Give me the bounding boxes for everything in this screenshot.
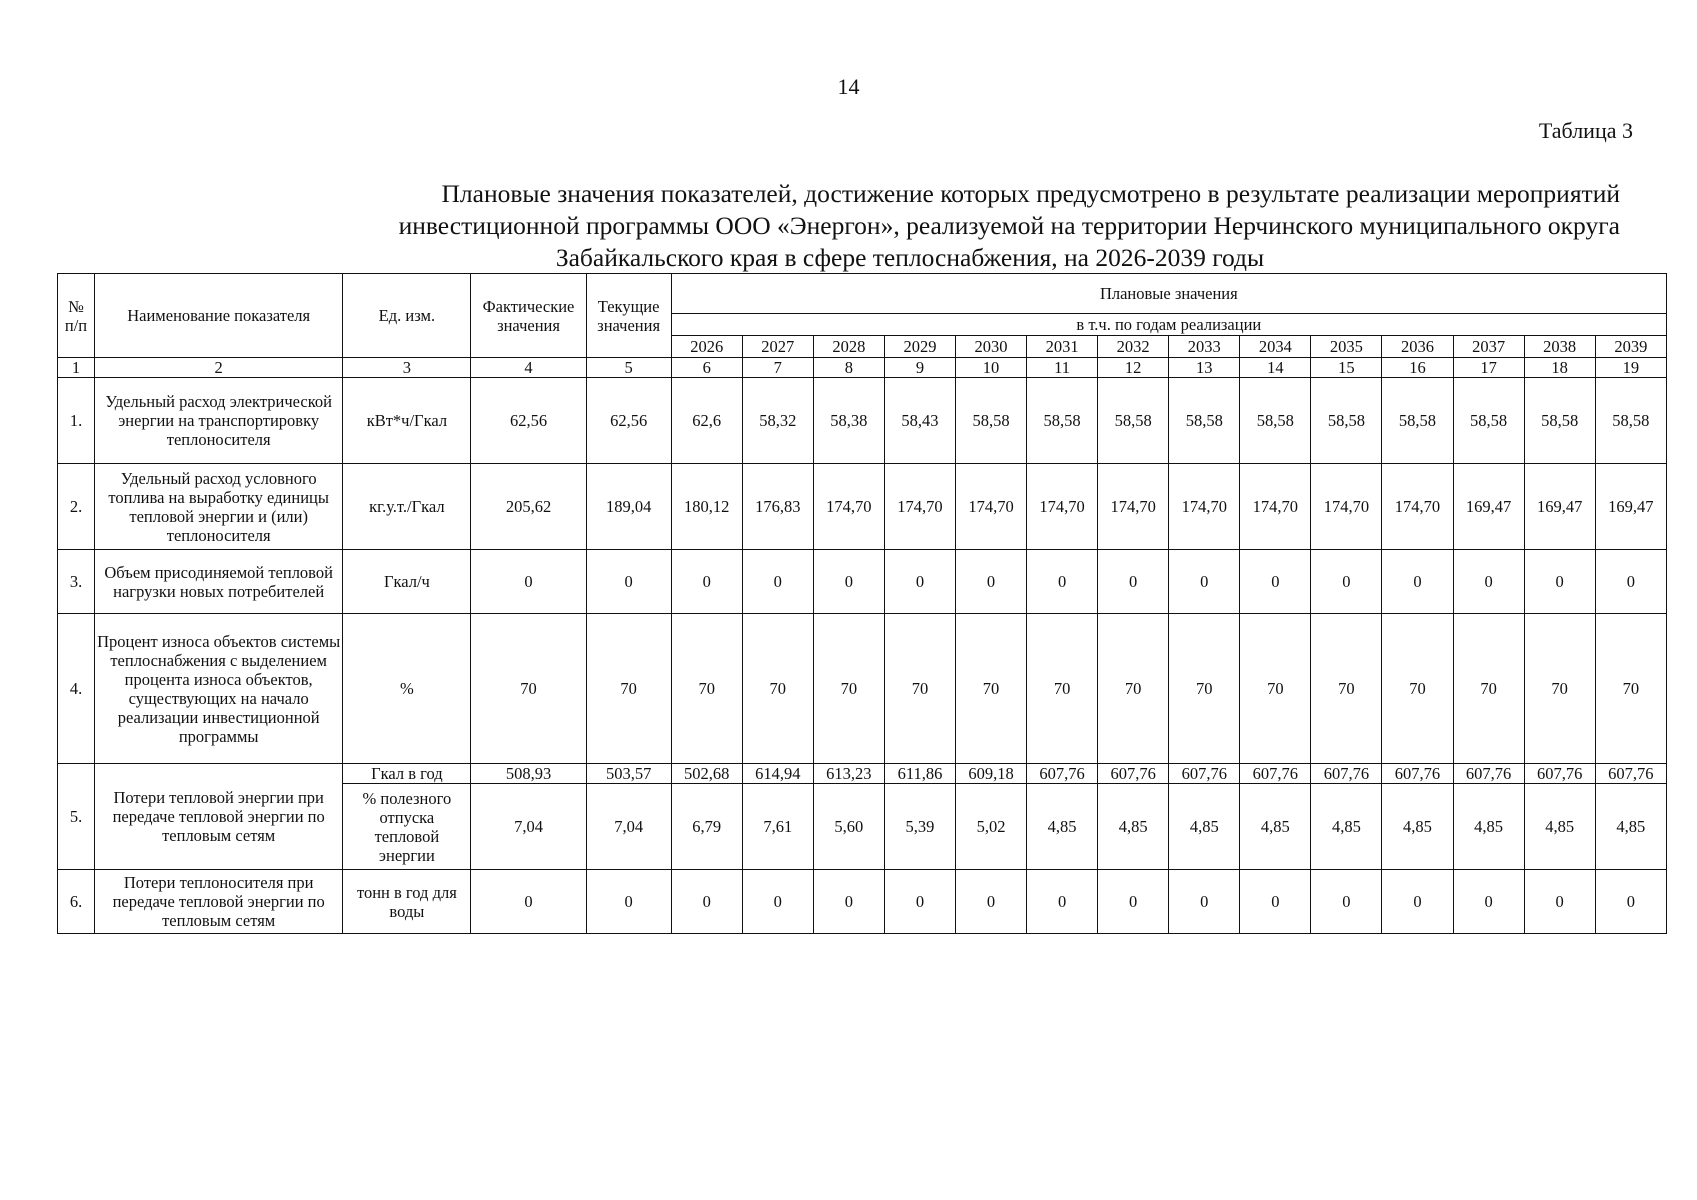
year-header: 2038 — [1524, 336, 1595, 358]
planned-value: 5,39 — [884, 784, 955, 870]
column-number: 10 — [955, 358, 1026, 378]
column-number: 6 — [671, 358, 742, 378]
planned-value: 0 — [1311, 870, 1382, 934]
planned-value: 58,43 — [884, 378, 955, 464]
planned-value: 0 — [742, 550, 813, 614]
planned-value: 0 — [1098, 870, 1169, 934]
planned-value: 58,58 — [1524, 378, 1595, 464]
table-body — [58, 274, 1667, 934]
current-value: 62,56 — [586, 378, 671, 464]
planned-value: 70 — [1098, 614, 1169, 764]
column-number: 18 — [1524, 358, 1595, 378]
column-number: 15 — [1311, 358, 1382, 378]
planned-value: 607,76 — [1382, 764, 1453, 784]
planned-value: 6,79 — [671, 784, 742, 870]
planned-value: 0 — [1098, 550, 1169, 614]
row-number: 2. — [58, 464, 95, 550]
table-row — [58, 764, 1667, 784]
planned-value: 70 — [1382, 614, 1453, 764]
planned-value: 174,70 — [1169, 464, 1240, 550]
planned-value: 0 — [813, 550, 884, 614]
planned-value: 176,83 — [742, 464, 813, 550]
planned-value: 70 — [1169, 614, 1240, 764]
column-number: 2 — [95, 358, 343, 378]
planned-value: 609,18 — [955, 764, 1026, 784]
planned-value: 58,32 — [742, 378, 813, 464]
planned-value: 62,6 — [671, 378, 742, 464]
unit-cell: тонн в год для воды — [343, 870, 471, 934]
year-header: 2037 — [1453, 336, 1524, 358]
row-number: 6. — [58, 870, 95, 934]
indicator-name: Потери теплоносителя при передаче тепловой энергии по тепловым сетям — [95, 870, 343, 934]
current-value: 189,04 — [586, 464, 671, 550]
planned-value: 70 — [1240, 614, 1311, 764]
year-header: 2028 — [813, 336, 884, 358]
column-number: 16 — [1382, 358, 1453, 378]
table-row — [58, 614, 1667, 764]
planned-value: 174,70 — [955, 464, 1026, 550]
column-number: 14 — [1240, 358, 1311, 378]
year-header: 2035 — [1311, 336, 1382, 358]
planned-value: 0 — [1027, 550, 1098, 614]
planned-value: 58,58 — [1240, 378, 1311, 464]
unit-cell: % полезного отпуска тепловой энергии — [343, 784, 471, 870]
planned-value: 0 — [884, 550, 955, 614]
planned-value: 174,70 — [1027, 464, 1098, 550]
planned-value: 169,47 — [1524, 464, 1595, 550]
planned-value: 611,86 — [884, 764, 955, 784]
planned-value: 0 — [742, 870, 813, 934]
current-value: 7,04 — [586, 784, 671, 870]
header-unit: Ед. изм. — [343, 274, 471, 358]
planned-value: 70 — [884, 614, 955, 764]
planned-value: 0 — [1027, 870, 1098, 934]
planned-value: 0 — [1453, 550, 1524, 614]
planned-value: 174,70 — [1311, 464, 1382, 550]
planned-value: 0 — [813, 870, 884, 934]
planned-value: 7,61 — [742, 784, 813, 870]
actual-value: 0 — [471, 870, 586, 934]
planned-value: 607,76 — [1453, 764, 1524, 784]
planned-value: 70 — [1453, 614, 1524, 764]
planned-value: 70 — [1524, 614, 1595, 764]
planned-value: 0 — [1524, 870, 1595, 934]
planned-value: 174,70 — [1382, 464, 1453, 550]
header-actual: Фактические значения — [471, 274, 586, 358]
indicator-name: Удельный расход электрической энергии на транспортировку теплоносителя — [95, 378, 343, 464]
planned-value: 58,58 — [1311, 378, 1382, 464]
column-number: 5 — [586, 358, 671, 378]
planned-value: 4,85 — [1027, 784, 1098, 870]
actual-value: 62,56 — [471, 378, 586, 464]
planned-value: 174,70 — [1240, 464, 1311, 550]
year-header: 2036 — [1382, 336, 1453, 358]
planned-value: 607,76 — [1311, 764, 1382, 784]
planned-value: 0 — [1382, 550, 1453, 614]
planned-value: 58,58 — [1595, 378, 1666, 464]
planned-value: 174,70 — [1098, 464, 1169, 550]
year-header: 2029 — [884, 336, 955, 358]
column-number: 7 — [742, 358, 813, 378]
planned-value: 70 — [813, 614, 884, 764]
planned-value: 169,47 — [1595, 464, 1666, 550]
planned-value: 174,70 — [884, 464, 955, 550]
planned-value: 0 — [1595, 870, 1666, 934]
planned-value: 58,58 — [1169, 378, 1240, 464]
page-number: 14 — [837, 74, 860, 99]
planned-value: 607,76 — [1595, 764, 1666, 784]
indicators-table — [57, 273, 1667, 934]
column-number: 13 — [1169, 358, 1240, 378]
planned-value: 5,60 — [813, 784, 884, 870]
column-number: 1 — [58, 358, 95, 378]
actual-value: 205,62 — [471, 464, 586, 550]
planned-value: 0 — [1311, 550, 1382, 614]
planned-value: 614,94 — [742, 764, 813, 784]
unit-cell: Гкал/ч — [343, 550, 471, 614]
planned-value: 0 — [884, 870, 955, 934]
year-header: 2039 — [1595, 336, 1666, 358]
planned-value: 4,85 — [1098, 784, 1169, 870]
planned-value: 58,58 — [1453, 378, 1524, 464]
planned-value: 4,85 — [1382, 784, 1453, 870]
planned-value: 607,76 — [1240, 764, 1311, 784]
planned-value: 58,38 — [813, 378, 884, 464]
planned-value: 5,02 — [955, 784, 1026, 870]
indicator-name: Потери тепловой энергии при передаче тепловой энергии по тепловым сетям — [95, 764, 343, 870]
planned-value: 0 — [1382, 870, 1453, 934]
year-header: 2027 — [742, 336, 813, 358]
planned-value: 0 — [955, 870, 1026, 934]
planned-value: 4,85 — [1524, 784, 1595, 870]
indicator-name: Удельный расход условного топлива на выработку единицы тепловой энергии и (или) теплоносителя — [95, 464, 343, 550]
current-value: 0 — [586, 870, 671, 934]
planned-value: 607,76 — [1524, 764, 1595, 784]
planned-value: 0 — [1240, 550, 1311, 614]
actual-value: 508,93 — [471, 764, 586, 784]
planned-value: 174,70 — [813, 464, 884, 550]
planned-value: 613,23 — [813, 764, 884, 784]
title-line: Забайкальского края в сфере теплоснабжения, на 2026-2039 годы — [555, 243, 1265, 272]
planned-value: 70 — [1027, 614, 1098, 764]
planned-value: 169,47 — [1453, 464, 1524, 550]
actual-value: 7,04 — [471, 784, 586, 870]
title-line: Плановые значения показателей, достижение которых предусмотрено в результате реализации мероприятий — [441, 179, 1620, 208]
current-value: 0 — [586, 550, 671, 614]
row-number: 4. — [58, 614, 95, 764]
planned-value: 4,85 — [1311, 784, 1382, 870]
current-value: 503,57 — [586, 764, 671, 784]
row-number: 1. — [58, 378, 95, 464]
planned-value: 0 — [671, 870, 742, 934]
column-number: 3 — [343, 358, 471, 378]
planned-value: 0 — [1169, 870, 1240, 934]
planned-value: 0 — [1453, 870, 1524, 934]
planned-value: 58,58 — [955, 378, 1026, 464]
column-number: 8 — [813, 358, 884, 378]
current-value: 70 — [586, 614, 671, 764]
unit-cell: кг.у.т./Гкал — [343, 464, 471, 550]
row-number: 5. — [58, 764, 95, 870]
unit-cell: кВт*ч/Гкал — [343, 378, 471, 464]
header-planned: Плановые значения — [671, 274, 1666, 314]
year-header: 2033 — [1169, 336, 1240, 358]
planned-value: 0 — [955, 550, 1026, 614]
table-label: Таблица 3 — [1538, 118, 1633, 143]
unit-cell: % — [343, 614, 471, 764]
planned-value: 502,68 — [671, 764, 742, 784]
planned-value: 4,85 — [1453, 784, 1524, 870]
planned-value: 70 — [1595, 614, 1666, 764]
indicator-name: Процент износа объектов системы теплоснабжения с выделением процента износа объектов, существующих на начало реализации инвестиционной программы — [95, 614, 343, 764]
planned-value: 607,76 — [1027, 764, 1098, 784]
planned-value: 70 — [955, 614, 1026, 764]
year-header: 2030 — [955, 336, 1026, 358]
planned-value: 4,85 — [1240, 784, 1311, 870]
planned-value: 0 — [1524, 550, 1595, 614]
table-row — [58, 550, 1667, 614]
year-header: 2034 — [1240, 336, 1311, 358]
actual-value: 70 — [471, 614, 586, 764]
table-row — [58, 870, 1667, 934]
table-title — [60, 178, 1620, 274]
column-number: 12 — [1098, 358, 1169, 378]
column-number: 9 — [884, 358, 955, 378]
column-number: 11 — [1027, 358, 1098, 378]
planned-value: 180,12 — [671, 464, 742, 550]
table-row — [58, 378, 1667, 464]
planned-value: 607,76 — [1169, 764, 1240, 784]
planned-value: 0 — [1595, 550, 1666, 614]
planned-value: 0 — [671, 550, 742, 614]
row-number: 3. — [58, 550, 95, 614]
title-line: инвестиционной программы ООО «Энергон», реализуемой на территории Нерчинского муниципального округа — [398, 211, 1620, 240]
year-header: 2032 — [1098, 336, 1169, 358]
planned-value: 58,58 — [1098, 378, 1169, 464]
header-by-years: в т.ч. по годам реализации — [671, 314, 1666, 336]
planned-value: 70 — [1311, 614, 1382, 764]
planned-value: 4,85 — [1595, 784, 1666, 870]
table-row — [58, 464, 1667, 550]
column-number: 17 — [1453, 358, 1524, 378]
header-name: Наименование показателя — [95, 274, 343, 358]
indicator-name: Объем присодиняемой тепловой нагрузки новых потребителей — [95, 550, 343, 614]
planned-value: 70 — [671, 614, 742, 764]
year-header: 2026 — [671, 336, 742, 358]
column-number: 19 — [1595, 358, 1666, 378]
planned-value: 58,58 — [1382, 378, 1453, 464]
planned-value: 58,58 — [1027, 378, 1098, 464]
year-header: 2031 — [1027, 336, 1098, 358]
planned-value: 0 — [1169, 550, 1240, 614]
header-current: Текущие значения — [586, 274, 671, 358]
planned-value: 70 — [742, 614, 813, 764]
column-number: 4 — [471, 358, 586, 378]
planned-value: 4,85 — [1169, 784, 1240, 870]
planned-value: 0 — [1240, 870, 1311, 934]
header-num: № п/п — [58, 274, 95, 358]
unit-cell: Гкал в год — [343, 764, 471, 784]
actual-value: 0 — [471, 550, 586, 614]
planned-value: 607,76 — [1098, 764, 1169, 784]
